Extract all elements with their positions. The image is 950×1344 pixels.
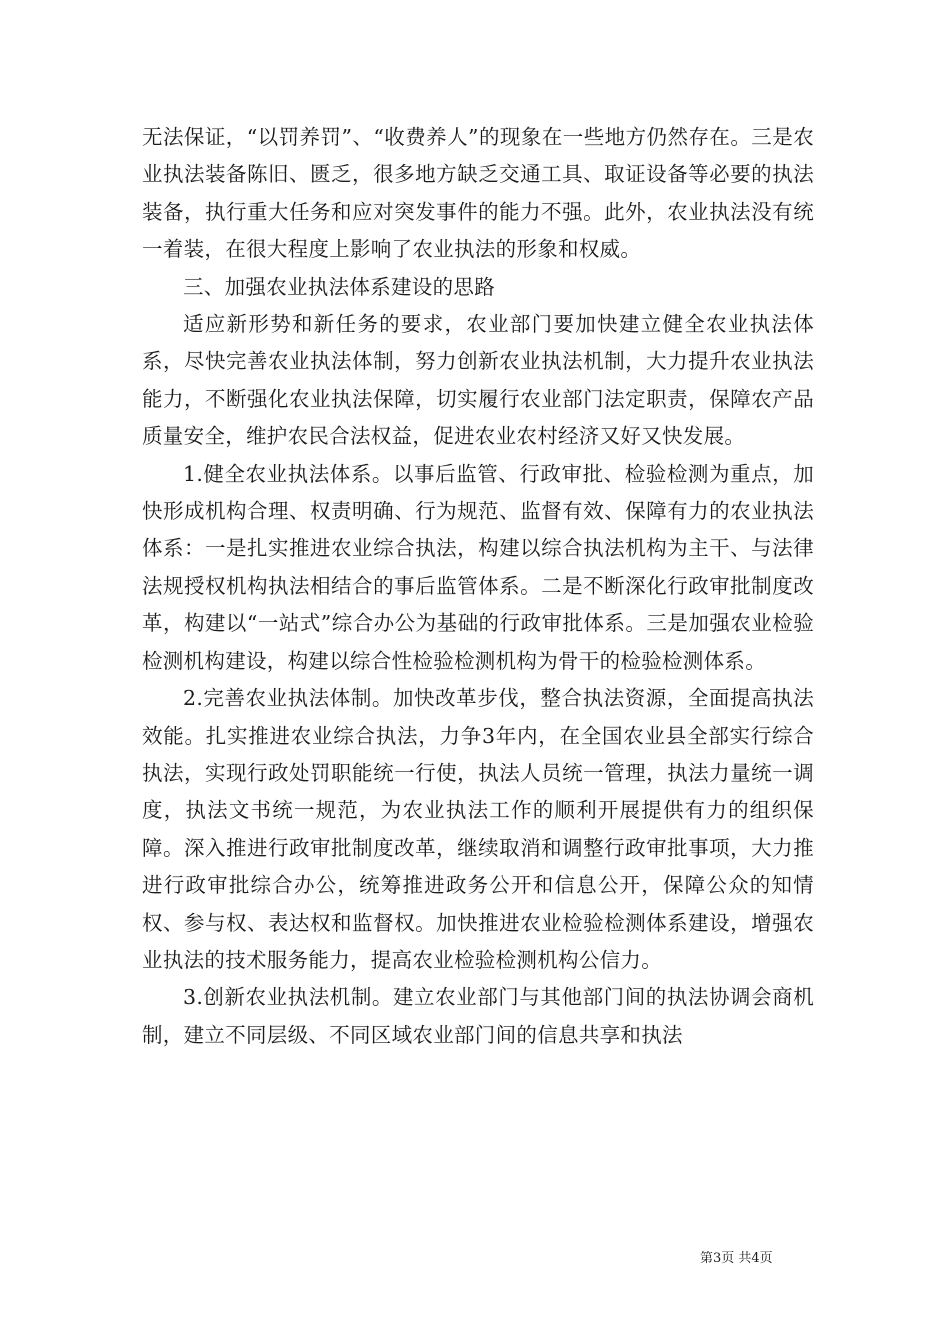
page-number: 第3页 共4页 (700, 1251, 773, 1266)
paragraph-item-3: 3.创新农业执法机制。建立农业部门与其他部门间的执法协调会商机制，建立不同层级、不同区域农业部门间的信息共享和执法 (142, 985, 814, 1047)
paragraph-item-2: 2.完善农业执法体制。加快改革步伐，整合执法资源，全面提高执法效能。扎实推进农业综合执法，力争3年内，在全国农业县全部实行综合执法，实现行政处罚职能统一行使，执法人员统一管理，执法力量统一调度，执法文书统一规范，为农业执法工作的顺利开展提供有力的组织保障。深入推进行政审批制度改革，继续取消和调整行政审批事项，大力推进行政审批综合办公，统筹推进政务公开和信息公开，保障公众的知情权、参与权、表达权和监督权。加快推进农业检验检测体系建设，增强农业执法的技术服务能力，提高农业检验检测机构公信力。 (142, 686, 814, 972)
document-body (142, 119, 814, 1054)
section-heading: 三、加强农业执法体系建设的思路 (183, 274, 495, 299)
paragraph-intro: 适应新形势和新任务的要求，农业部门要加快建立健全农业执法体系，尽快完善农业执法体制，努力创新农业执法机制，大力提升农业执法能力，不断强化农业执法保障，切实履行农业部门法定职责，保障农产品质量安全，维护农民合法权益，促进农业农村经济又好又快发展。 (142, 312, 814, 449)
paragraph-item-1: 1.健全农业执法体系。以事后监管、行政审批、检验检测为重点，加快形成机构合理、权责明确、行为规范、监督有效、保障有力的农业执法体系：一是扎实推进农业综合执法，构建以综合执法机构为主干、与法律法规授权机构执法相结合的事后监管体系。二是不断深化行政审批制度改革，构建以“一站式”综合办公为基础的行政审批体系。三是加强农业检验检测机构建设，构建以综合性检验检测机构为骨干的检验检测体系。 (142, 461, 814, 673)
paragraph-continuation: 无法保证，“以罚养罚”、“收费养人”的现象在一些地方仍然存在。三是农业执法装备陈旧、匮乏，很多地方缺乏交通工具、取证设备等必要的执法装备，执行重大任务和应对突发事件的能力不强。此外，农业执法没有统一着装，在很大程度上影响了农业执法的形象和权威。 (142, 125, 814, 262)
